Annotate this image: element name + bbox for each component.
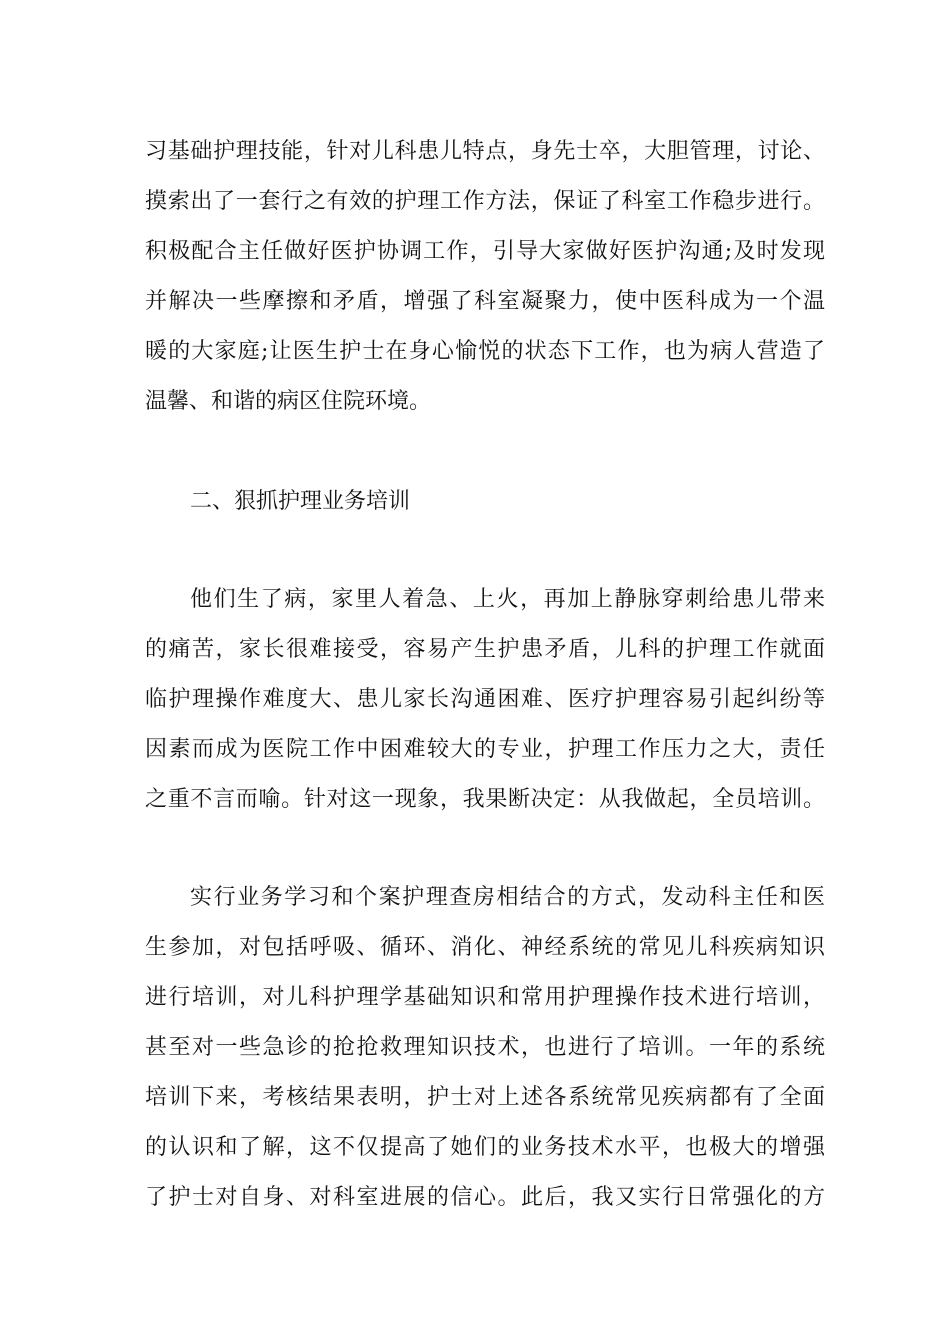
body-text-line: 临护理操作难度大、患儿家长沟通困难、医疗护理容易引起纠纷等 [145,687,825,712]
body-text-line: 摸索出了一套行之有效的护理工作方法，保证了科室工作稳步进行。 [145,189,825,214]
body-text-line: 之重不言而喻。针对这一现象，我果断决定：从我做起，全员培训。 [145,787,825,812]
body-text-line: 习基础护理技能，针对儿科患儿特点，身先士卒，大胆管理，讨论、 [145,139,825,164]
body-text-line: 的痛苦，家长很难接受，容易产生护患矛盾，儿科的护理工作就面 [145,637,825,662]
body-text-line: 暖的大家庭;让医生护士在身心愉悦的状态下工作，也为病人营造了 [145,339,825,364]
body-text-line: 实行业务学习和个案护理查房相结合的方式，发动科主任和医 [190,885,825,910]
body-text-line: 他们生了病，家里人着急、上火，再加上静脉穿刺给患儿带来 [190,587,825,612]
body-text-line: 进行培训，对儿科护理学基础知识和常用护理操作技术进行培训， [145,985,825,1010]
body-text-line: 温馨、和谐的病区住院环境。 [145,389,432,414]
body-text-line: 积极配合主任做好医护协调工作，引导大家做好医护沟通;及时发现 [145,239,825,264]
body-text-line: 的认识和了解，这不仅提高了她们的业务技术水平，也极大的增强 [145,1135,825,1160]
section-heading: 二、狠抓护理业务培训 [190,489,411,514]
body-text-line: 甚至对一些急诊的抢抢救理知识技术，也进行了培训。一年的系统 [145,1035,825,1060]
body-text-line: 培训下来，考核结果表明，护士对上述各系统常见疾病都有了全面 [145,1085,825,1110]
body-text-line: 了护士对自身、对科室进展的信心。此后，我又实行日常强化的方 [145,1185,825,1210]
body-text-line: 并解决一些摩擦和矛盾，增强了科室凝聚力，使中医科成为一个温 [145,289,825,314]
body-text-line: 生参加，对包括呼吸、循环、消化、神经系统的常见儿科疾病知识 [145,935,825,960]
body-text-line: 因素而成为医院工作中困难较大的专业，护理工作压力之大，责任 [145,737,825,762]
